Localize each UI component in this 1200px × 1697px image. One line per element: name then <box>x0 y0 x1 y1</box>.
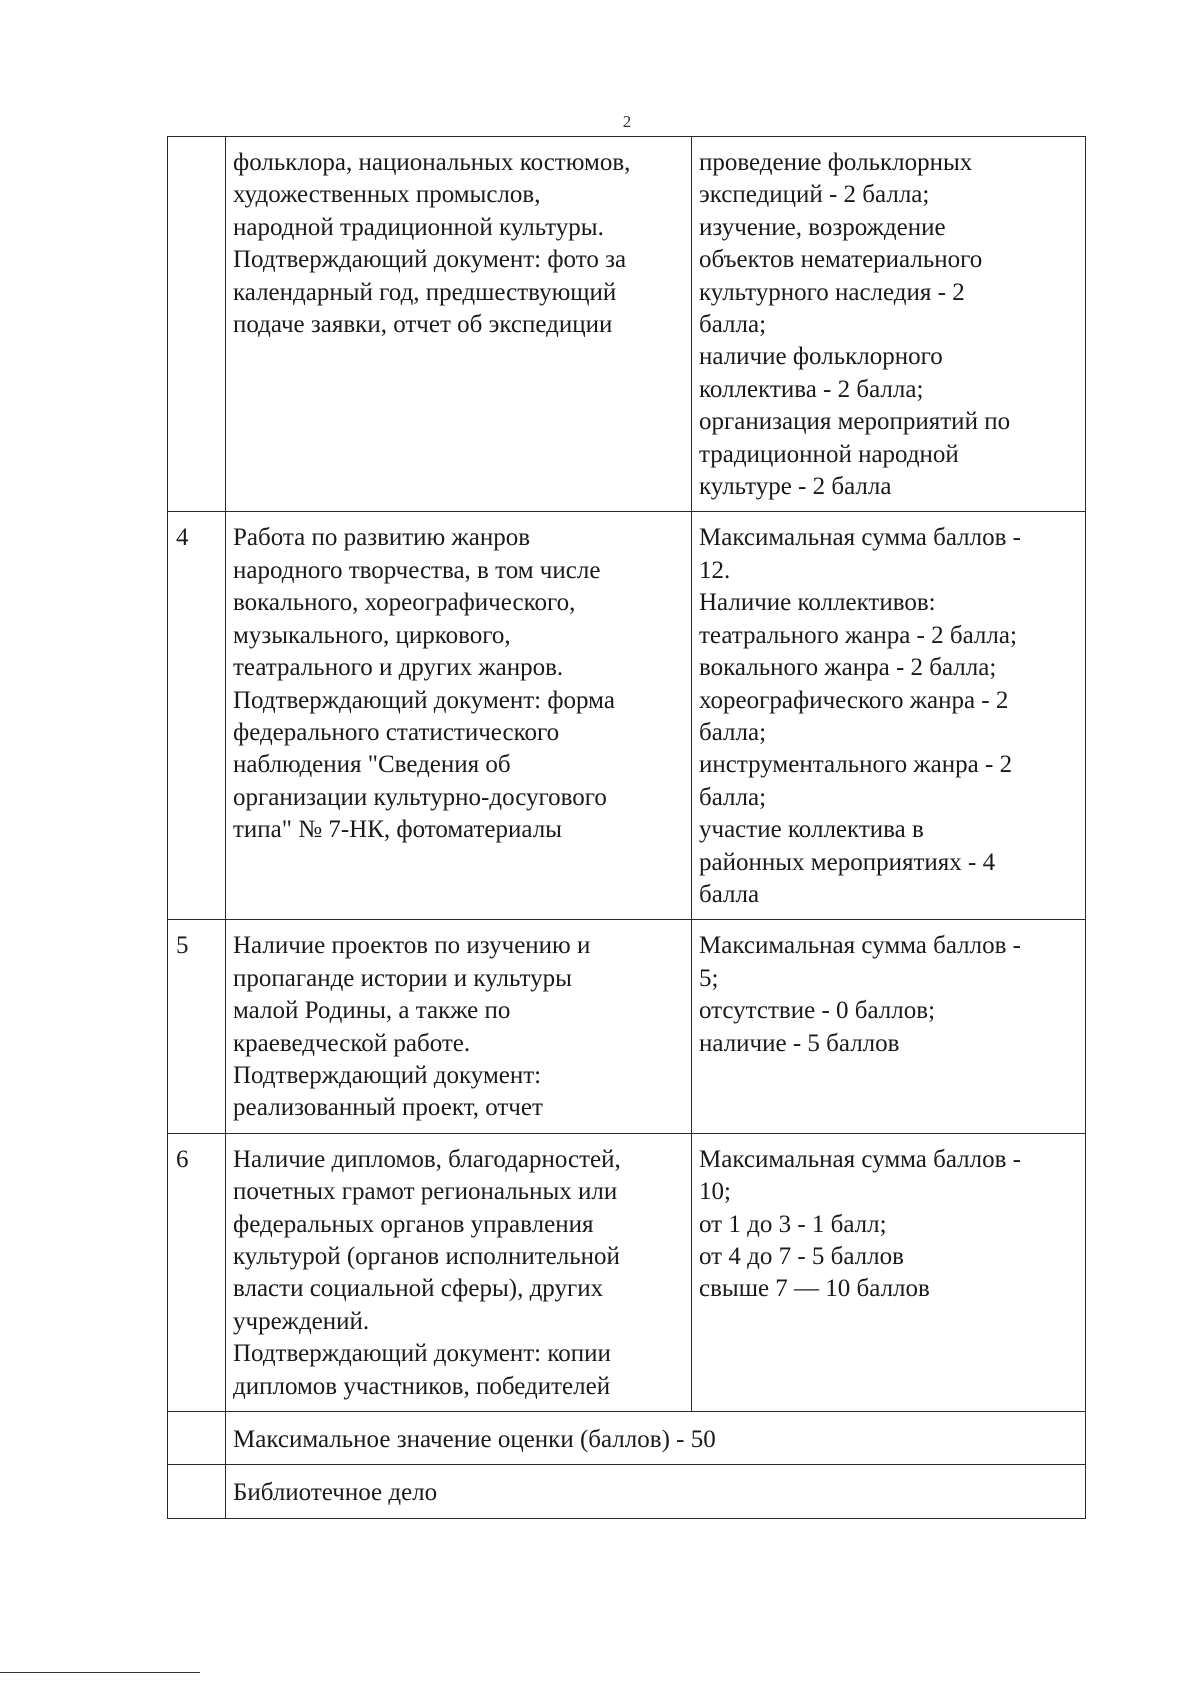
row-number-cell <box>168 137 226 512</box>
score-line: Максимальная сумма баллов - <box>699 1145 1022 1173</box>
score-line: проведение фольклорных <box>699 149 973 176</box>
score-line: культуре - 2 балла <box>699 473 892 501</box>
description-line: почетных грамот региональных или <box>233 1178 618 1206</box>
description-line: Наличие дипломов, благодарностей, <box>233 1145 621 1173</box>
score-line: 5; <box>699 964 719 992</box>
score-line: балла; <box>699 783 767 811</box>
description-line: народного творчества, в том числе <box>233 556 601 584</box>
table-row <box>168 137 1086 512</box>
score-line: свыше 7 — 10 баллов <box>699 1275 930 1303</box>
score-line: от 1 до 3 - 1 балл; <box>699 1210 887 1238</box>
description-line: календарный год, предшествующий <box>233 278 617 306</box>
score-line: Максимальная сумма баллов - <box>699 524 1022 552</box>
summary-number-cell <box>168 1412 226 1465</box>
description-line: учреждений. <box>233 1307 370 1335</box>
description-line: вокального, хореографического, <box>233 589 576 617</box>
score-line: Максимальная сумма баллов - <box>699 932 1022 960</box>
description-line: художественных промыслов, <box>233 181 541 209</box>
section-row <box>168 1465 1086 1518</box>
score-cell <box>692 137 1086 512</box>
description-line: театрального и других жанров. <box>233 654 564 682</box>
score-line: Наличие коллективов: <box>699 589 936 617</box>
score-line: объектов нематериального <box>699 246 983 274</box>
score-line: 10; <box>699 1178 731 1206</box>
description-line: пропаганде истории и культуры <box>233 964 572 992</box>
description-line: малой Родины, а также по <box>233 997 511 1025</box>
table-row <box>168 512 1086 920</box>
description-line: наблюдения "Сведения об <box>233 751 511 779</box>
row-number-cell: 5 <box>168 920 226 1133</box>
score-cell <box>692 1133 1086 1411</box>
score-line: организация мероприятий по <box>699 408 1011 436</box>
summary-row <box>168 1412 1086 1465</box>
description-line: власти социальной сферы), других <box>233 1275 604 1303</box>
score-line: наличие - 5 баллов <box>699 1029 900 1057</box>
score-line: от 4 до 7 - 5 баллов <box>699 1243 904 1270</box>
description-line: федерального статистического <box>233 718 560 746</box>
description-line: Наличие проектов по изучению и <box>233 932 591 960</box>
score-line: театрального жанра - 2 балла; <box>699 621 1017 649</box>
score-line: участие коллектива в <box>699 816 924 844</box>
score-cell <box>692 512 1086 920</box>
description-line: дипломов участников, победителей <box>233 1372 611 1400</box>
score-line: культурного наследия - 2 <box>699 278 965 306</box>
criterion-description-cell <box>226 920 692 1133</box>
score-line: инструментального жанра - 2 <box>699 751 1013 779</box>
description-line: Работа по развитию жанров <box>233 524 531 552</box>
score-line: отсутствие - 0 баллов; <box>699 997 936 1025</box>
description-line: федеральных органов управления <box>233 1210 594 1238</box>
score-line: изучение, возрождение <box>699 213 946 241</box>
score-line: наличие фольклорного <box>699 343 943 371</box>
row-number-cell: 4 <box>168 512 226 920</box>
criterion-description-cell <box>226 137 692 512</box>
score-line: традиционной народной <box>699 440 959 468</box>
score-cell <box>692 920 1086 1133</box>
description-line: Подтверждающий документ: копии <box>233 1340 611 1368</box>
score-line: балла <box>699 880 760 908</box>
description-line: фольклора, национальных костюмов, <box>233 149 631 176</box>
criterion-description-cell <box>226 1133 692 1411</box>
description-line: музыкального, циркового, <box>233 621 511 649</box>
score-line: вокального жанра - 2 балла; <box>699 654 997 682</box>
page-number: 2 <box>622 112 632 131</box>
max-score-summary: Максимальное значение оценки (баллов) - 50 <box>226 1412 1086 1465</box>
score-line: балла; <box>699 718 767 746</box>
description-line: культурой (органов исполнительной <box>233 1243 620 1270</box>
section-heading: Библиотечное дело <box>226 1465 1086 1518</box>
footnote-divider <box>0 1672 200 1673</box>
description-line: типа" № 7-НК, фотоматериалы <box>233 816 562 844</box>
row-number-cell: 6 <box>168 1133 226 1411</box>
description-line: народной традиционной культуры. <box>233 213 604 241</box>
description-line: подаче заявки, отчет об экспедиции <box>233 311 613 339</box>
description-line: Подтверждающий документ: форма <box>233 686 615 714</box>
table-row <box>168 1133 1086 1411</box>
criterion-description-cell <box>226 512 692 920</box>
score-line: балла; <box>699 311 767 339</box>
description-line: Подтверждающий документ: фото за <box>233 246 627 274</box>
description-line: организации культурно-досугового <box>233 783 607 811</box>
description-line: краеведческой работе. <box>233 1029 471 1057</box>
score-line: 12. <box>699 556 731 584</box>
description-line: реализованный проект, отчет <box>233 1094 543 1122</box>
section-number-cell <box>168 1465 226 1518</box>
description-line: Подтверждающий документ: <box>233 1061 542 1089</box>
table-row <box>168 920 1086 1133</box>
score-line: районных мероприятиях - 4 <box>699 848 996 876</box>
criteria-table <box>167 136 1086 1519</box>
score-line: коллектива - 2 балла; <box>699 375 924 403</box>
score-line: хореографического жанра - 2 <box>699 686 1009 714</box>
score-line: экспедиций - 2 балла; <box>699 181 930 209</box>
